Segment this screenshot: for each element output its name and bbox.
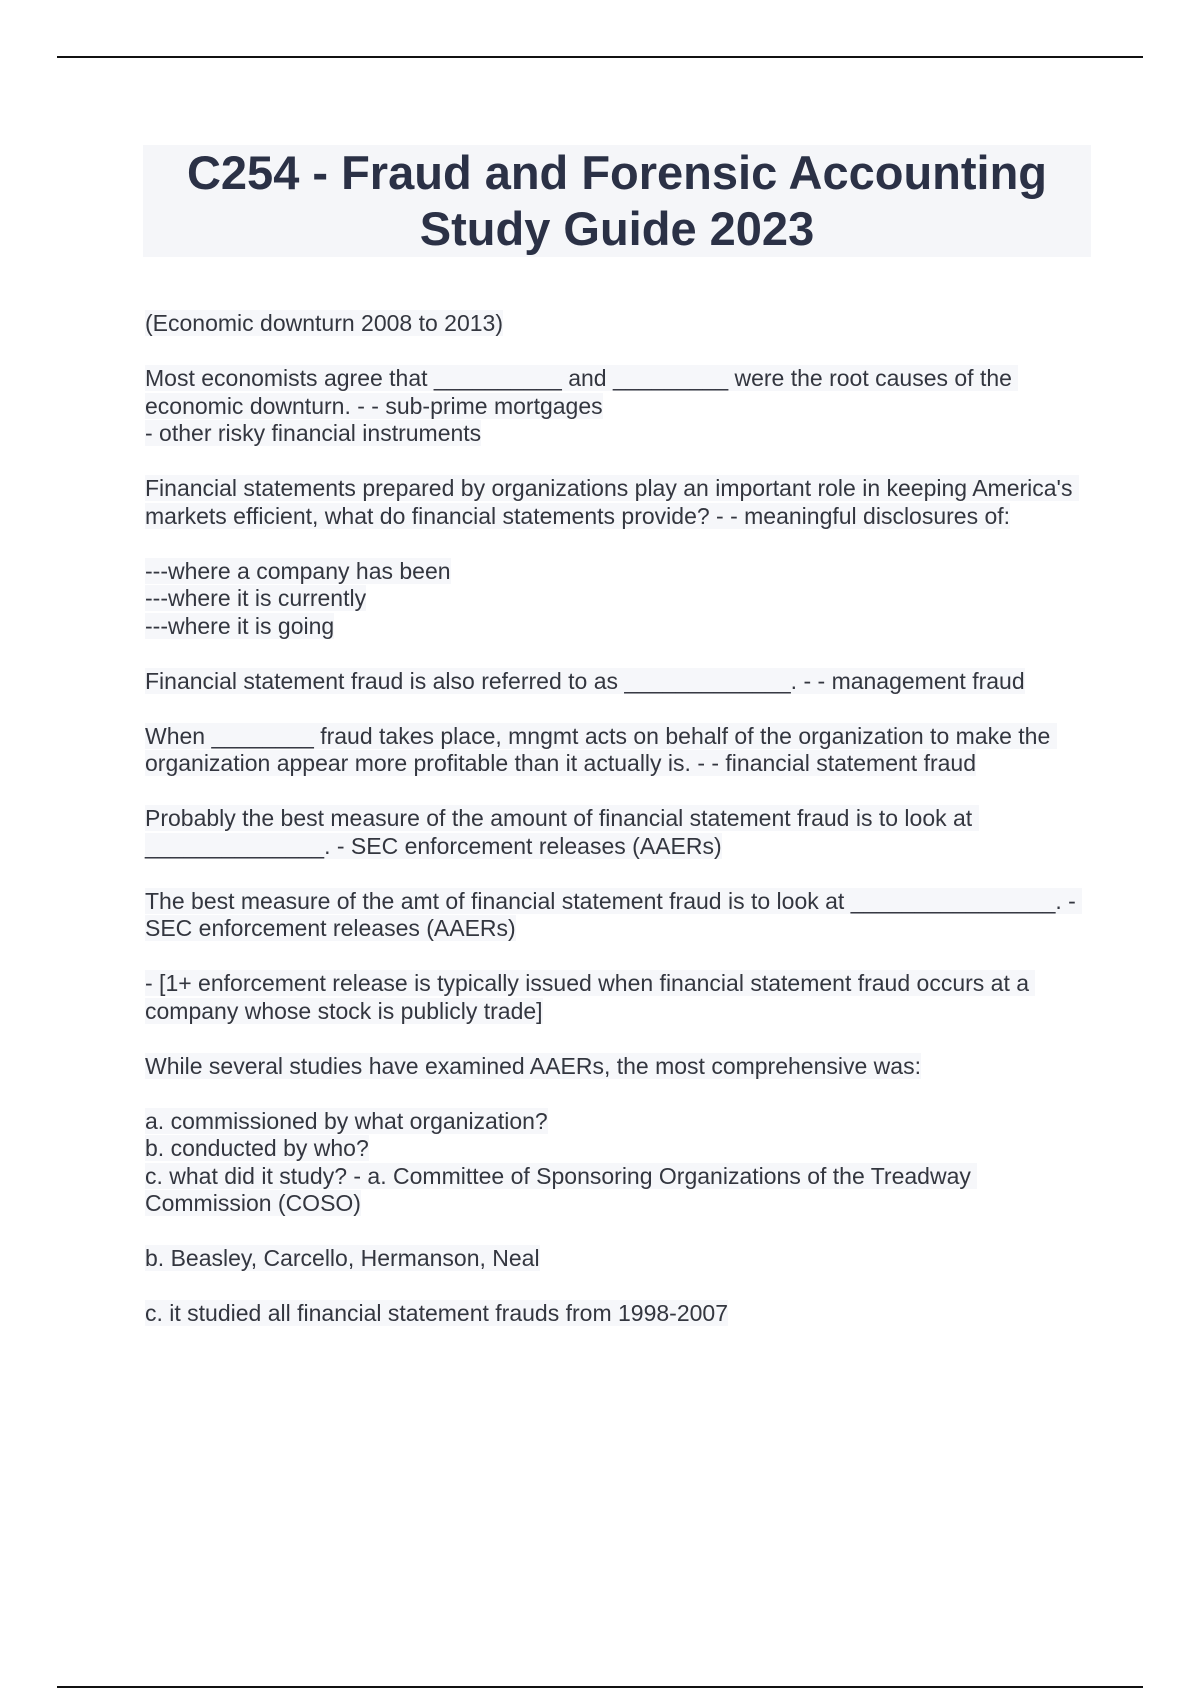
paragraph-financial-statements-role: Financial statements prepared by organizations play an important role in keeping America's markets efficient, what do financial statements provide? - - meaningful disclosures of:: [145, 475, 1079, 529]
title-line-2: Study Guide 2023: [419, 202, 815, 255]
paragraph-disclosure-list: ---where a company has been ---where it is currently ---where it is going: [145, 557, 451, 639]
paragraph-probably-best-measure: Probably the best measure of the amount of financial statement fraud is to look at ______________. - SEC enforcement releases (AAERs): [145, 805, 979, 859]
title-line-1: C254 - Fraud and Forensic Accounting: [186, 146, 1048, 199]
bottom-rule: [57, 1686, 1143, 1688]
paragraph-best-measure: The best measure of the amt of financial statement fraud is to look at ________________. - SEC enforcement releases (AAERs): [145, 887, 1083, 941]
paragraph-enforcement-release: - [1+ enforcement release is typically issued when financial statement fraud occurs at a company whose stock is publicly trade]: [145, 970, 1036, 1024]
document-body: [145, 310, 1090, 1355]
paragraph-economic-downturn: (Economic downturn 2008 to 2013): [145, 310, 503, 336]
top-rule: [57, 56, 1143, 58]
paragraph-study-questions: a. commissioned by what organization? b. conducted by who? c. what did it study? - a. Committee of Sponsoring Organizations of the Treadway Commission (COSO): [145, 1108, 1090, 1218]
paragraph-authors: b. Beasley, Carcello, Hermanson, Neal: [145, 1245, 540, 1271]
paragraph-study-scope: c. it studied all financial statement frauds from 1998-2007: [145, 1300, 728, 1326]
paragraph-management-fraud: Financial statement fraud is also referred to as _____________. - - management fraud: [145, 667, 1025, 694]
paragraph-when-fraud: When ________ fraud takes place, mngmt acts on behalf of the organization to make the organization appear more profitable than it actually is. - - financial statement fraud: [145, 722, 1057, 776]
paragraph-root-causes: Most economists agree that __________ and _________ were the root causes of the economic downturn. - - sub-prime mortgages - other risky financial instruments: [145, 365, 1090, 448]
document-title: [143, 145, 1091, 257]
paragraph-aaer-studies: While several studies have examined AAERs, the most comprehensive was:: [145, 1052, 921, 1079]
